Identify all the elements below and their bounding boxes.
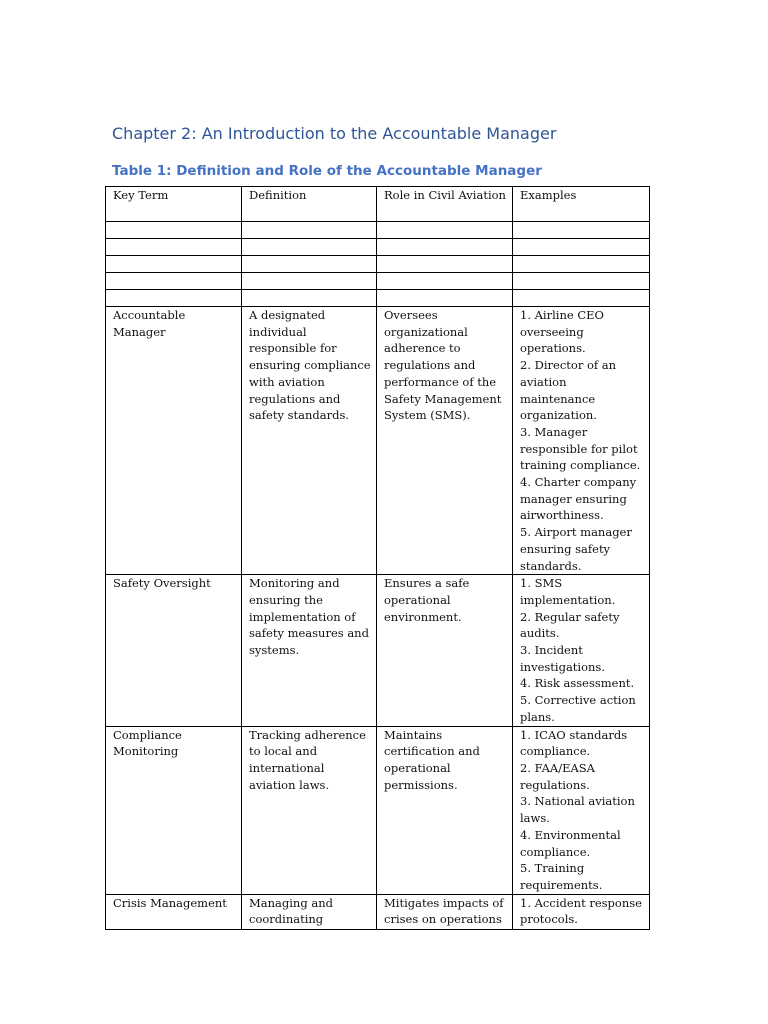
empty-cell: [513, 239, 650, 256]
empty-cell: [242, 222, 377, 239]
example-item: 2. Regular safety audits.: [520, 609, 620, 641]
definition-cell: Monitoring and ensuring the implementation of safety measures and systems.: [242, 575, 377, 726]
chapter-title: Chapter 2: An Introduction to the Accountable Manager: [112, 124, 557, 143]
empty-cell: [377, 239, 513, 256]
header-role: Role in Civil Aviation: [377, 187, 513, 222]
examples-cell: [513, 307, 650, 575]
role-cell: Oversees organizational adherence to regulations and performance of the Safety Management System (SMS).: [377, 307, 513, 575]
table-row-accountable-manager: [106, 307, 650, 575]
example-item: 3. Manager responsible for pilot training compliance.: [520, 424, 641, 473]
example-item: 1. ICAO standards compliance.: [520, 727, 628, 759]
table-row-compliance-monitoring: [106, 726, 650, 894]
example-item: 5. Airport manager ensuring safety standards.: [520, 525, 632, 573]
example-item: 4. Risk assessment.: [520, 676, 635, 691]
empty-cell: [242, 239, 377, 256]
definition-cell: A designated individual responsible for ensuring compliance with aviation regulations and safety standards.: [242, 307, 377, 575]
examples-cell: [513, 894, 650, 929]
header-definition: Definition: [242, 187, 377, 222]
example-item: 5. Corrective action plans.: [520, 693, 636, 724]
role-cell: Mitigates impacts of crises on operations: [377, 894, 513, 929]
empty-row: [106, 273, 650, 290]
table-row-crisis-management: [106, 894, 650, 929]
empty-cell: [106, 290, 242, 307]
table-header-row: [106, 187, 650, 222]
example-item: 5. Training requirements.: [520, 861, 603, 892]
empty-cell: [513, 290, 650, 307]
empty-cell: [513, 273, 650, 290]
definition-cell: Managing and coordinating: [242, 894, 377, 929]
key-term-cell: Compliance Monitoring: [106, 726, 242, 894]
empty-cell: [513, 256, 650, 273]
role-cell: Maintains certification and operational permissions.: [377, 726, 513, 894]
example-item: 1. SMS implementation.: [520, 576, 616, 607]
empty-cell: [106, 273, 242, 290]
empty-cell: [377, 256, 513, 273]
example-item: 1. Airline CEO overseeing operations.: [520, 308, 604, 356]
key-term-cell: Crisis Management: [106, 894, 242, 929]
empty-cell: [242, 256, 377, 273]
example-item: 4. Charter company manager ensuring airworthiness.: [520, 475, 637, 523]
examples-cell: [513, 726, 650, 894]
definition-cell: Tracking adherence to local and international aviation laws.: [242, 726, 377, 894]
role-cell: Ensures a safe operational environment.: [377, 575, 513, 726]
example-item: 2. Director of an aviation maintenance organization.: [520, 358, 617, 423]
empty-cell: [242, 273, 377, 290]
empty-cell: [106, 222, 242, 239]
example-item: 1. Accident response protocols.: [520, 895, 642, 927]
empty-cell: [377, 273, 513, 290]
key-term-cell: Safety Oversight: [106, 575, 242, 726]
empty-cell: [377, 290, 513, 307]
empty-cell: [106, 239, 242, 256]
header-examples: Examples: [513, 187, 650, 222]
empty-cell: [513, 222, 650, 239]
definition-table: [105, 186, 650, 930]
key-term-cell: Accountable Manager: [106, 307, 242, 575]
examples-cell: [513, 575, 650, 726]
example-item: 2. FAA/EASA regulations.: [520, 760, 595, 792]
header-key-term: Key Term: [106, 187, 242, 222]
empty-row: [106, 256, 650, 273]
table-caption: Table 1: Definition and Role of the Accountable Manager: [112, 163, 542, 179]
example-item: 3. National aviation laws.: [520, 794, 635, 826]
table-row-safety-oversight: [106, 575, 650, 726]
empty-cell: [377, 222, 513, 239]
empty-cell: [242, 290, 377, 307]
empty-row: [106, 239, 650, 256]
empty-row: [106, 222, 650, 239]
empty-cell: [106, 256, 242, 273]
example-item: 4. Environmental compliance.: [520, 827, 621, 859]
empty-row: [106, 290, 650, 307]
example-item: 3. Incident investigations.: [520, 643, 605, 674]
